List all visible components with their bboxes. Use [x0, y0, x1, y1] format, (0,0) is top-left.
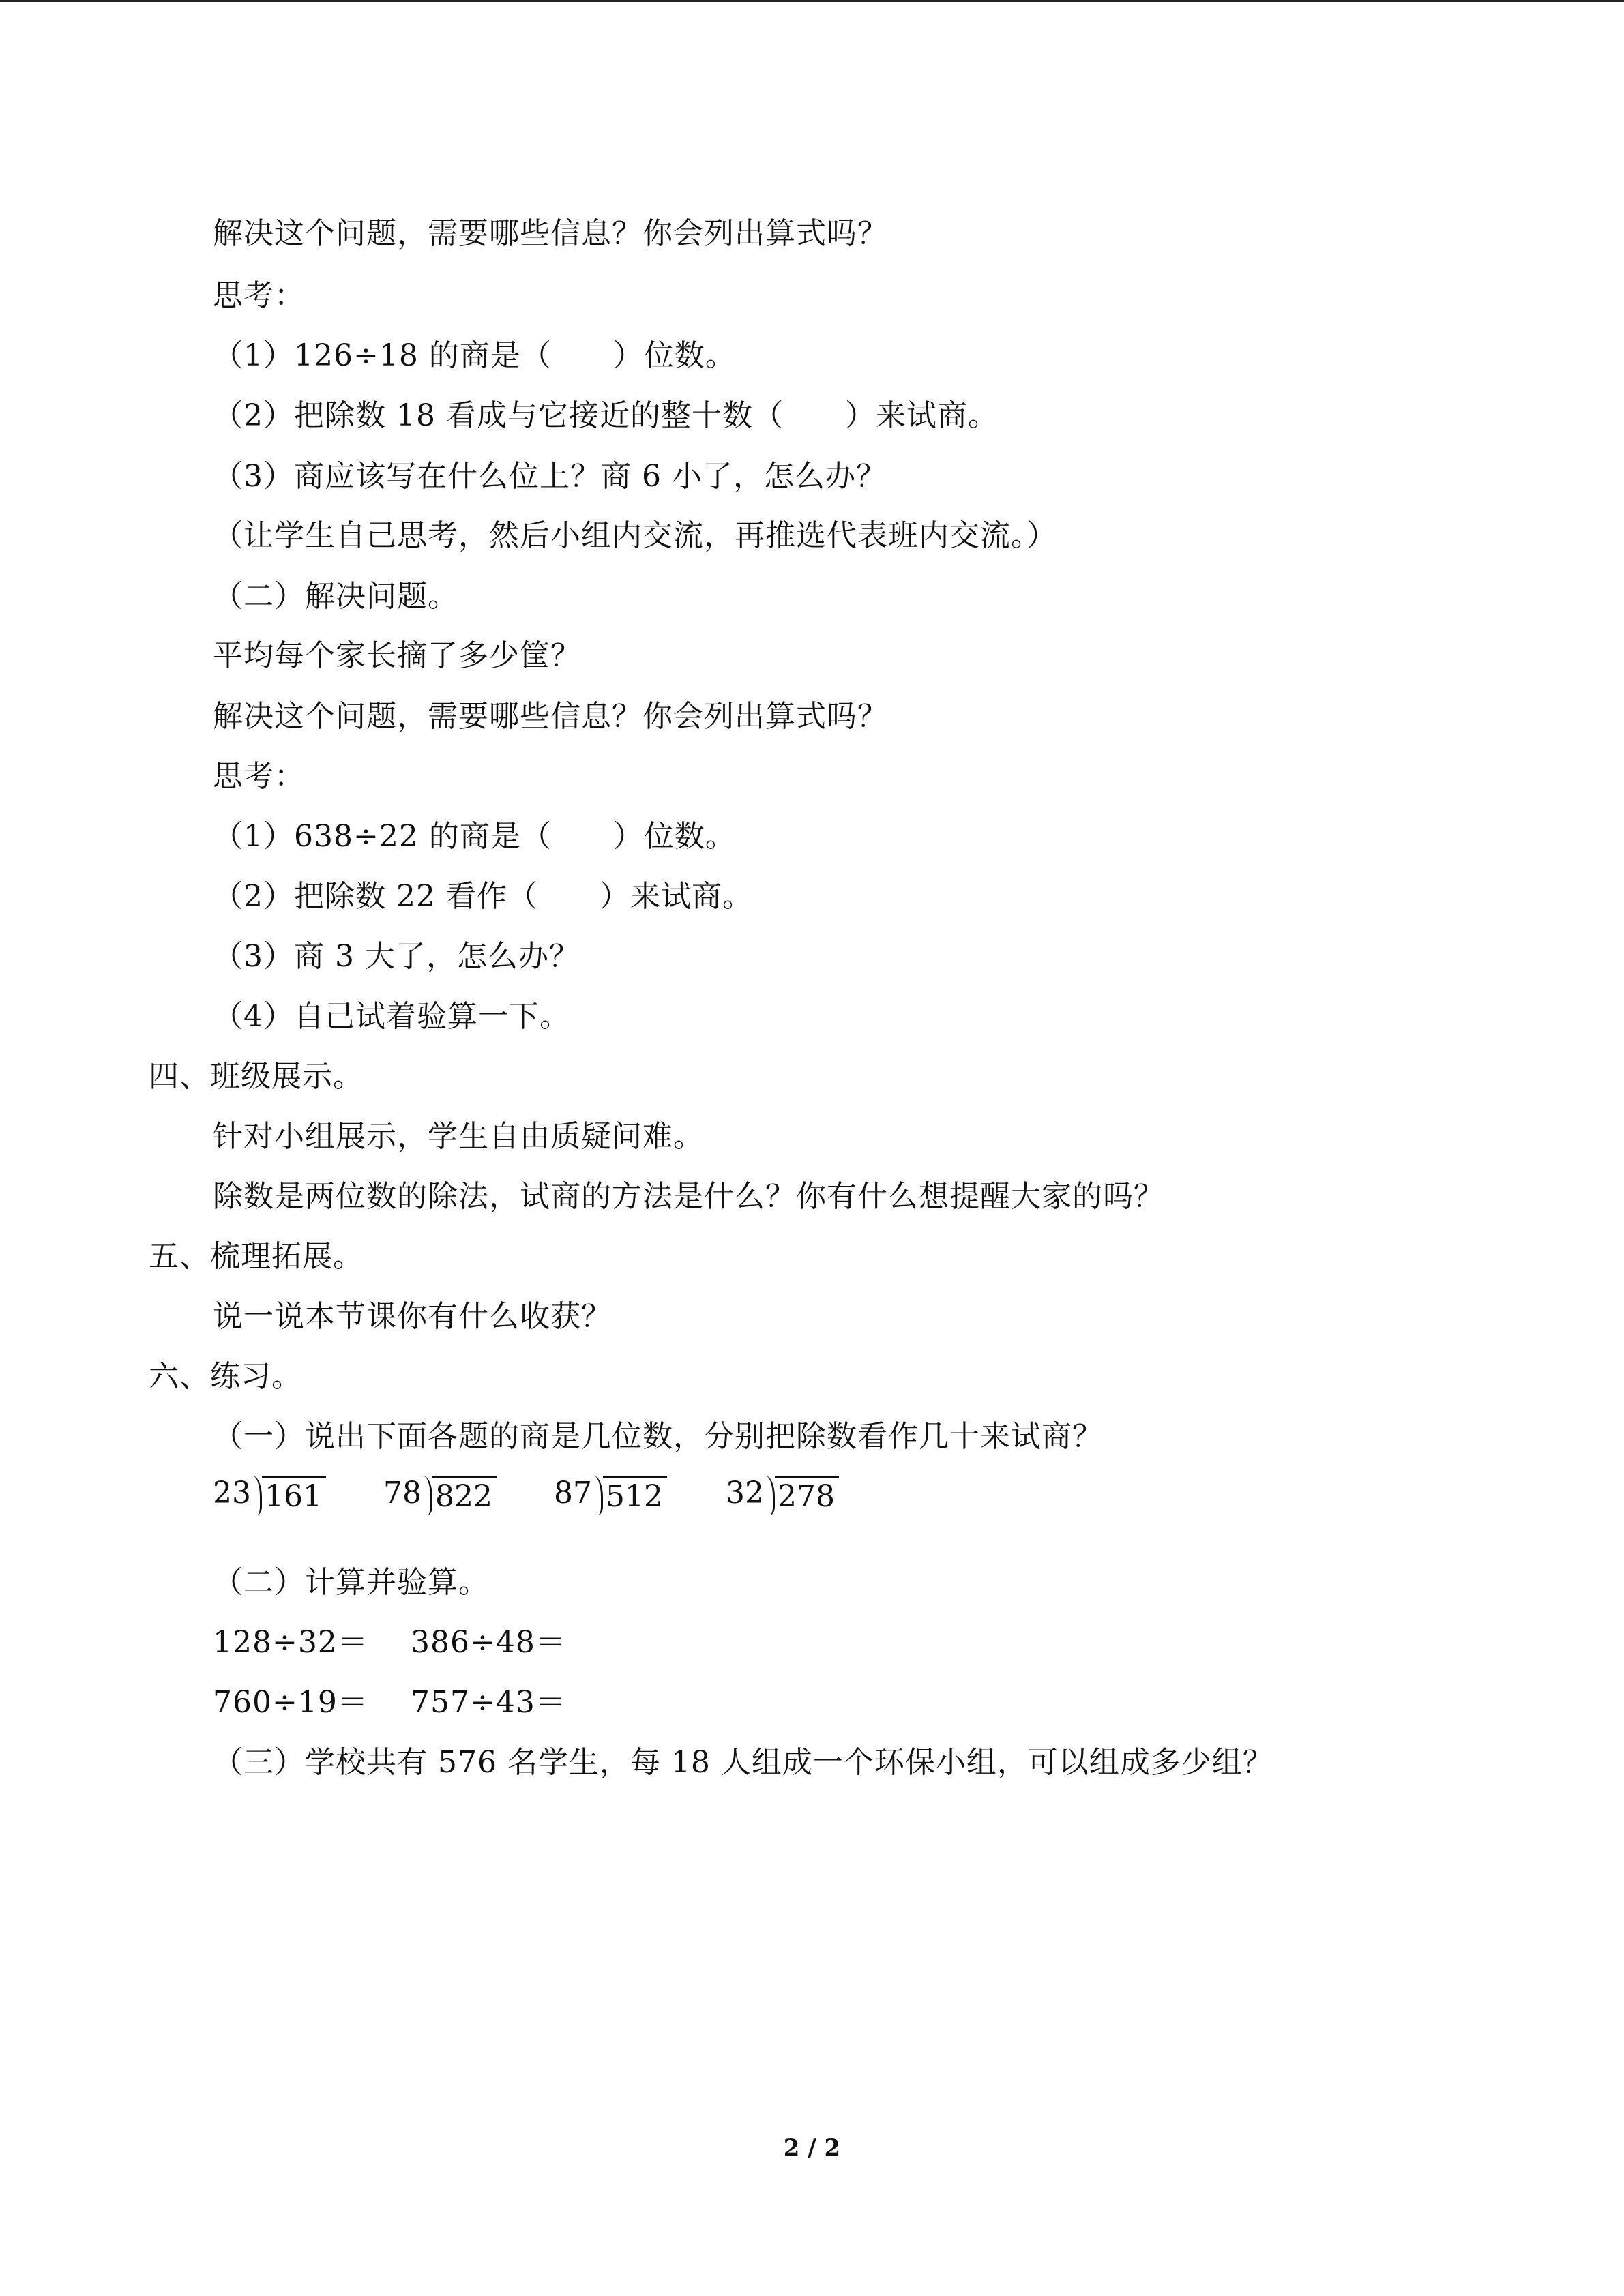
text-line: （2）把除数 22 看作（ ）来试商。: [213, 879, 753, 914]
text-line: 针对小组展示，学生自由质疑问难。: [213, 1119, 704, 1154]
page-number: 2 / 2: [783, 2134, 841, 2162]
text-line: 说一说本节课你有什么收获？: [213, 1299, 612, 1334]
text-line: （2）把除数 18 看成与它接近的整十数（ ）来试商。: [213, 398, 999, 433]
division-bracket: [593, 1476, 603, 1515]
equation: 128÷32＝: [213, 1625, 368, 1660]
text-line: 除数是两位数的除法，试商的方法是什么？你有什么想提醒大家的吗？: [213, 1179, 1164, 1214]
division-bracket: [423, 1476, 432, 1515]
divisor: 32: [726, 1476, 764, 1510]
text-line: （一）说出下面各题的商是几位数，分别把除数看作几十来试商？: [213, 1419, 1103, 1454]
divisor: 87: [554, 1476, 592, 1510]
division-bracket: [252, 1476, 262, 1515]
text-line: 思考：: [213, 278, 305, 313]
text-line: 平均每个家长摘了多少筐？: [213, 638, 581, 673]
dividend: 161: [262, 1476, 326, 1516]
text-line: 解决这个问题，需要哪些信息？你会列出算式吗？: [213, 699, 888, 734]
top-border: [0, 0, 1624, 2]
text-line: 思考：: [213, 759, 305, 794]
dividend: 512: [603, 1476, 667, 1516]
dividend: 822: [432, 1476, 497, 1516]
dividend: 278: [775, 1476, 839, 1516]
long-division: [554, 1473, 667, 1516]
text-line: （4）自己试着验算一下。: [213, 999, 570, 1034]
text-line: （1）638÷22 的商是（ ）位数。: [213, 819, 736, 854]
section-heading: 五、梳理拓展。: [149, 1239, 364, 1274]
long-division: [726, 1473, 839, 1516]
text-line: （二）解决问题。: [213, 579, 458, 614]
section-heading: 六、练习。: [149, 1359, 302, 1394]
long-division: [383, 1473, 497, 1516]
text-line: （3）商应该写在什么位上？商 6 小了，怎么办？: [213, 459, 887, 494]
equation: 760÷19＝: [213, 1685, 368, 1720]
text-line: （二）计算并验算。: [213, 1565, 489, 1600]
text-line: （三）学校共有 576 名学生，每 18 人组成一个环保小组，可以组成多少组？: [213, 1745, 1273, 1780]
long-division: [213, 1473, 326, 1516]
text-line: （1）126÷18 的商是（ ）位数。: [213, 338, 736, 373]
text-line: （3）商 3 大了，怎么办？: [213, 939, 580, 974]
text-line: （让学生自己思考，然后小组内交流，再推选代表班内交流。）: [213, 518, 1057, 553]
divisor: 78: [383, 1476, 422, 1510]
equation: 757÷43＝: [411, 1685, 566, 1720]
division-bracket: [765, 1476, 775, 1515]
equation: 386÷48＝: [411, 1625, 566, 1660]
section-heading: 四、班级展示。: [149, 1059, 364, 1094]
divisor: 23: [213, 1476, 251, 1510]
text-line: 解决这个问题，需要哪些信息？你会列出算式吗？: [213, 216, 888, 251]
